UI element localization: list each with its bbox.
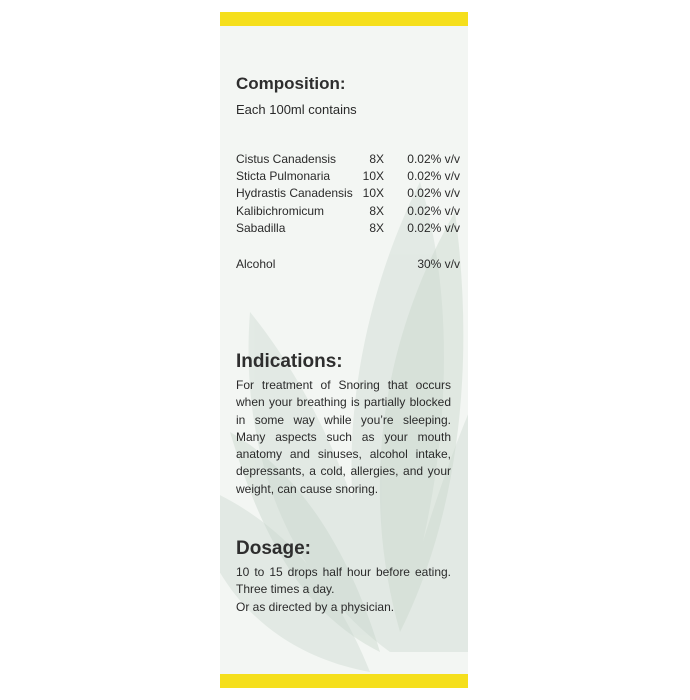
ingredient-row — [236, 152, 460, 168]
ingredient-potency: 10X — [362, 186, 384, 200]
indications-heading: Indications: — [236, 351, 343, 372]
ingredient-name: Sabadilla — [236, 221, 286, 235]
alcohol-name: Alcohol — [236, 257, 276, 271]
dosage-heading: Dosage: — [236, 538, 311, 559]
ingredient-concentration: 0.02% v/v — [407, 204, 460, 218]
ingredient-row — [236, 186, 460, 202]
dosage-instructions: 10 to 15 drops half hour before eating. Three times a day. — [236, 565, 451, 597]
alcohol-concentration: 30% v/v — [417, 257, 460, 271]
ingredient-potency: 10X — [362, 169, 384, 183]
top-accent-bar — [220, 12, 468, 26]
ingredient-concentration: 0.02% v/v — [407, 186, 460, 200]
ingredient-row — [236, 204, 460, 220]
composition-subtitle: Each 100ml contains — [236, 102, 357, 117]
ingredient-name: Cistus Canadensis — [236, 152, 337, 166]
alcohol-row — [236, 257, 460, 273]
ingredient-name: Kalibichromicum — [236, 204, 325, 218]
ingredient-concentration: 0.02% v/v — [407, 221, 460, 235]
ingredient-concentration: 0.02% v/v — [407, 152, 460, 166]
bottom-accent-bar — [220, 674, 468, 688]
ingredient-name: Hydrastis Canadensis — [236, 186, 353, 200]
ingredient-concentration: 0.02% v/v — [407, 169, 460, 183]
ingredient-potency: 8X — [369, 152, 384, 166]
dosage-note: Or as directed by a physician. — [236, 600, 395, 614]
ingredient-name: Sticta Pulmonaria — [236, 169, 331, 183]
indications-text: For treatment of Snoring that occurs when your breathing is partially blocked in some way while you’re sleeping. Many aspects such as your mouth anatomy and sinuses, alcohol intake, depressants, a cold, allergies, and your weight, can cause snoring. — [236, 378, 451, 496]
ingredient-potency: 8X — [369, 204, 384, 218]
composition-heading: Composition: — [236, 74, 346, 93]
ingredient-potency: 8X — [369, 221, 384, 235]
ingredient-row — [236, 169, 460, 185]
label-panel — [220, 12, 468, 688]
label-content — [220, 12, 468, 688]
ingredient-row — [236, 221, 460, 237]
